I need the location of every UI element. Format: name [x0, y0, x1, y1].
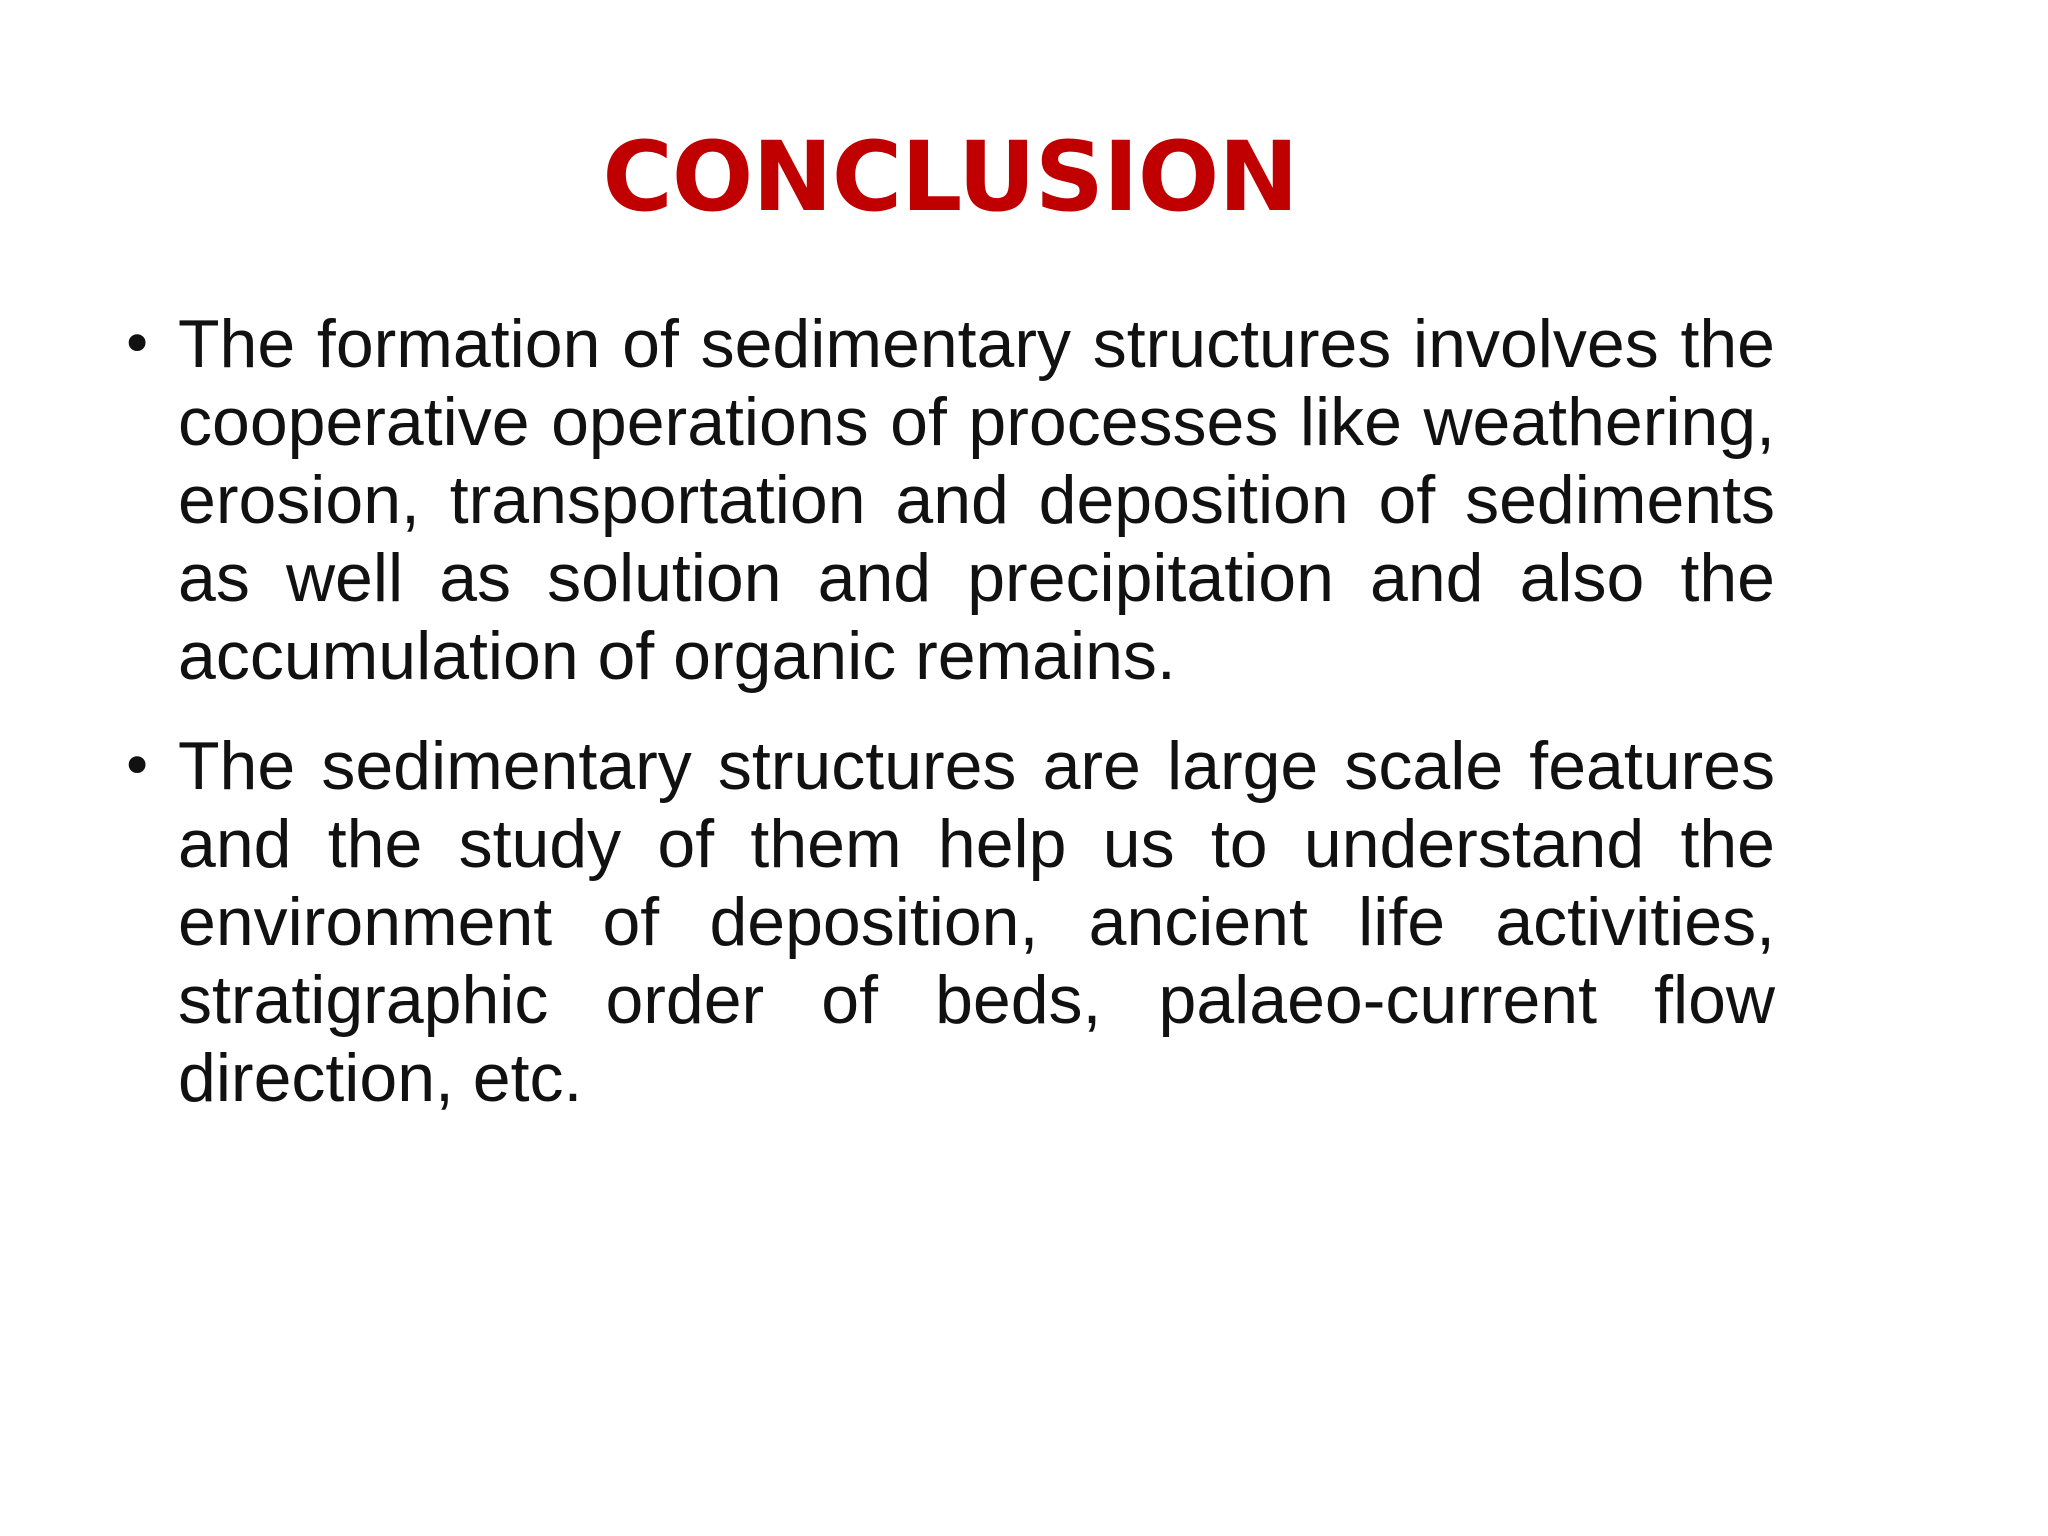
slide-title: CONCLUSION	[602, 121, 1298, 233]
bullet-list	[120, 305, 1775, 1149]
bullet-item	[120, 305, 1775, 695]
bullet-text: The sedimentary structures are large scale features and the study of them help us to understand the environment of deposition, ancient life activities, stratigraphic order of beds, palaeo-current flow direction, etc.	[178, 728, 1775, 1116]
bullet-text: The formation of sedimentary structures involves the cooperative operations of processes like weathering, erosion, transportation and deposition of sediments as well as solution and precipitation and also the accumulation of organic remains.	[178, 306, 1775, 694]
bullet-icon: •	[120, 732, 155, 800]
bullet-icon: •	[120, 310, 155, 378]
bullet-item	[120, 727, 1775, 1117]
